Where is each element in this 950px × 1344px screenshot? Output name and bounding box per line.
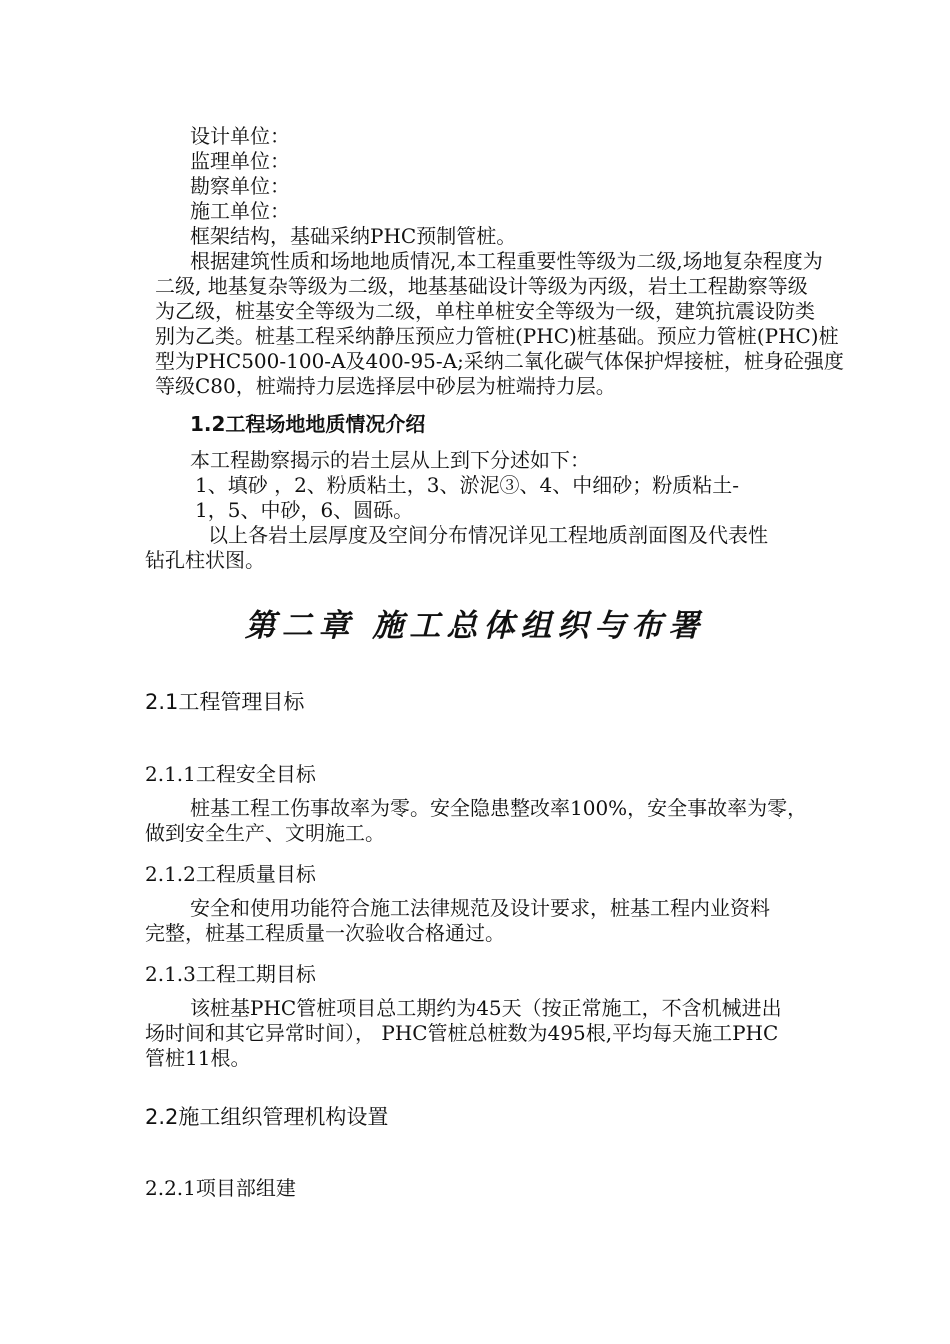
- section-1-2-heading: 1.2工程场地地质情况介绍: [190, 412, 426, 436]
- geology-intro: 本工程勘察揭示的岩土层从上到下分述如下：: [190, 448, 590, 472]
- quality-line: 完整，桩基工程质量一次验收合格通过。: [145, 921, 505, 945]
- quality-line: 安全和使用功能符合施工法律规范及设计要求，桩基工程内业资料: [190, 896, 770, 920]
- chapter-title: 第二章 施工总体组织与布署: [244, 608, 706, 644]
- section-2-1-2-heading: 2.1.2工程质量目标: [145, 862, 316, 886]
- safety-line: 做到安全生产、文明施工。: [145, 821, 385, 845]
- overview-line: 根据建筑性质和场地地质情况,本工程重要性等级为二级,场地复杂程度为: [190, 249, 823, 273]
- overview-line: 别为乙类。桩基工程采纳静压预应力管桩(PHC)桩基础。预应力管桩(PHC)桩: [155, 324, 839, 348]
- safety-line: 桩基工程工伤事故率为零。安全隐患整改率100%，安全事故率为零，: [190, 796, 808, 820]
- section-2-1-heading: 2.1工程管理目标: [145, 690, 305, 714]
- overview-line: 二级, 地基复杂等级为二级，地基基础设计等级为丙级，岩土工程勘察等级: [155, 274, 808, 298]
- geology-detail-line: 以上各岩土层厚度及空间分布情况详见工程地质剖面图及代表性: [208, 523, 768, 547]
- section-2-1-3-heading: 2.1.3工程工期目标: [145, 962, 316, 986]
- overview-line: 型为PHC500-100-A及400-95-A;采纳二氧化碳气体保护焊接桩，桩身砼强度: [155, 349, 844, 373]
- design-unit-label: 设计单位：: [190, 124, 290, 148]
- structure-text: 框架结构，基础采纳PHC预制管桩。: [190, 224, 517, 248]
- period-line: 该桩基PHC管桩项目总工期约为45天（按正常施工，不含机械进出: [190, 996, 782, 1020]
- section-2-2-heading: 2.2施工组织管理机构设置: [145, 1105, 389, 1129]
- section-2-1-1-heading: 2.1.1工程安全目标: [145, 762, 316, 786]
- section-2-2-1-heading: 2.2.1项目部组建: [145, 1176, 296, 1200]
- construction-unit-label: 施工单位：: [190, 199, 290, 223]
- geology-detail-line: 钻孔柱状图。: [145, 548, 265, 572]
- geology-layers-line: 1、填砂 ，2、粉质粘土，3、淤泥③、4、中细砂；粉质粘土-: [195, 473, 740, 497]
- supervision-unit-label: 监理单位：: [190, 149, 290, 173]
- period-line: 场时间和其它异常时间）， PHC管桩总桩数为495根,平均每天施工PHC: [145, 1021, 779, 1045]
- survey-unit-label: 勘察单位：: [190, 174, 290, 198]
- overview-line: 等级C80，桩端持力层选择层中砂层为桩端持力层。: [155, 374, 616, 398]
- period-line: 管桩11根。: [145, 1046, 251, 1070]
- overview-line: 为乙级，桩基安全等级为二级，单柱单桩安全等级为一级，建筑抗震设防类: [155, 299, 815, 323]
- geology-layers-line: 1，5、中砂，6、圆砾。: [195, 498, 414, 522]
